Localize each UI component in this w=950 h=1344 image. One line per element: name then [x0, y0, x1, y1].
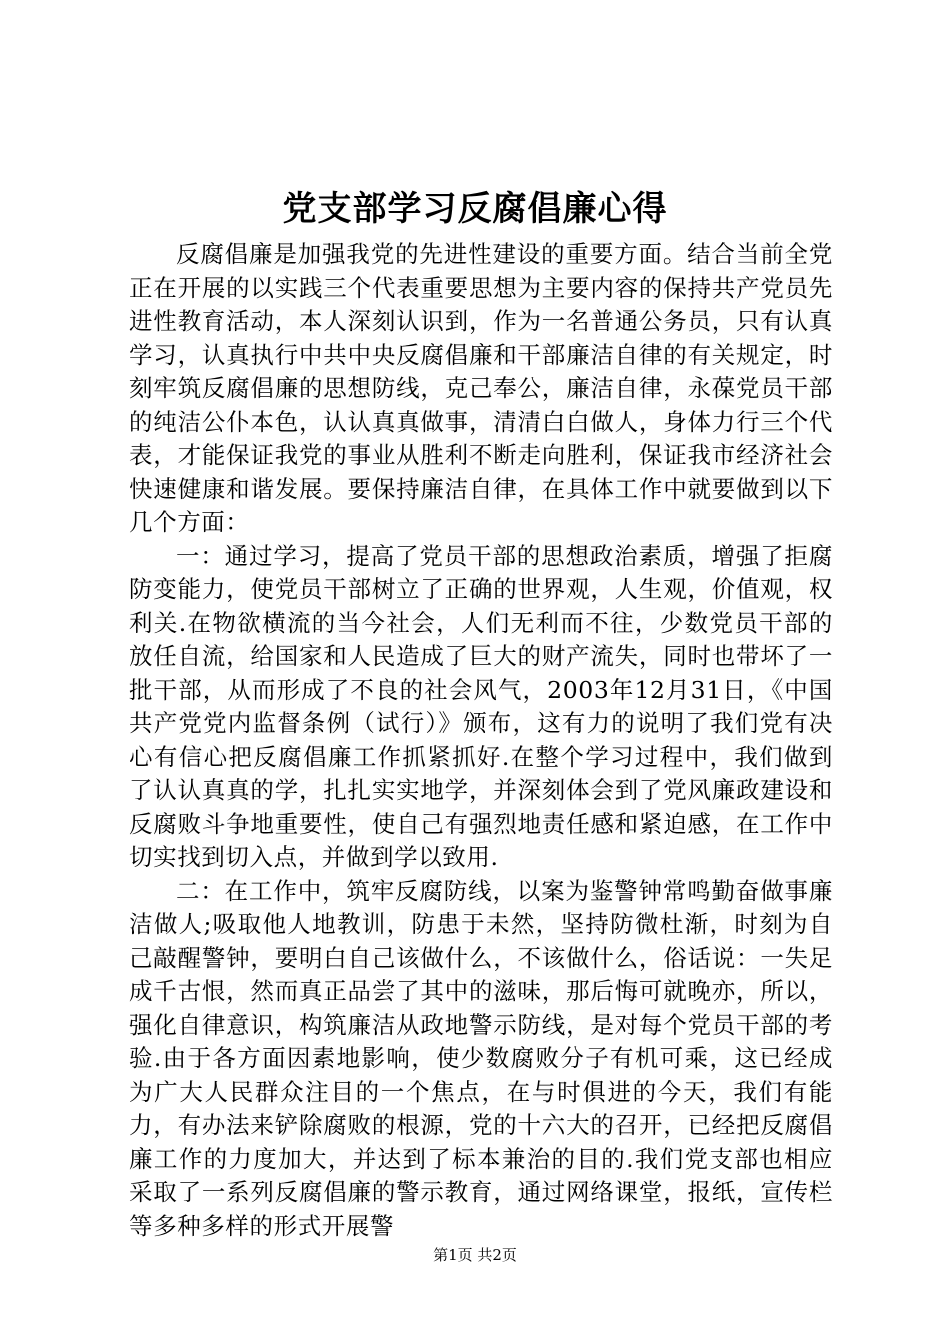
- paragraph-point-one: 一：通过学习，提高了党员干部的思想政治素质，增强了拒腐防变能力，使党员干部树立了正确的世界观，人生观，价值观，权利关.在物欲横流的当今社会，人们无利而不往，少数党员干部的放任自流，给国家和人民造成了巨大的财产流失，同时也带坏了一批干部，从而形成了不良的社会风气，2003年12月31日，《中国共产党党内监督条例（试行）》颁布，这有力的说明了我们党有决心有信心把反腐倡廉工作抓紧抓好.在整个学习过程中，我们做到了认认真真的学，扎扎实实地学，并深刻体会到了党风廉政建设和反腐败斗争地重要性，使自己有强烈地责任感和紧迫感，在工作中切实找到切入点，并做到学以致用.: [129, 541, 833, 871]
- page-footer: 第1页 共2页: [433, 1246, 517, 1264]
- document-body: [129, 238, 833, 1243]
- paragraph-intro: 反腐倡廉是加强我党的先进性建设的重要方面。结合当前全党正在开展的以实践三个代表重要思想为主要内容的保持共产党员先进性教育活动，本人深刻认识到，作为一名普通公务员，只有认真学习，认真执行中共中央反腐倡廉和干部廉洁自律的有关规定，时刻牢筑反腐倡廉的思想防线，克己奉公，廉洁自律，永葆党员干部的纯洁公仆本色，认认真真做事，清清白白做人，身体力行三个代表，才能保证我党的事业从胜利不断走向胜利，保证我市经济社会快速健康和谐发展。要保持廉洁自律，在具体工作中就要做到以下几个方面：: [129, 240, 833, 536]
- paragraph-point-two: 二：在工作中，筑牢反腐防线，以案为鉴警钟常鸣勤奋做事廉洁做人;吸取他人地教训，防患于未然，坚持防微杜渐，时刻为自己敲醒警钟，要明白自己该做什么，不该做什么，俗话说：一失足成千古恨，然而真正品尝了其中的滋味，那后悔可就晚亦，所以，强化自律意识，构筑廉洁从政地警示防线，是对每个党员干部的考验.由于各方面因素地影响，使少数腐败分子有机可乘，这已经成为广大人民群众注目的一个焦点，在与时俱进的今天，我们有能力，有办法来铲除腐败的根源，党的十六大的召开，已经把反腐倡廉工作的力度加大，并达到了标本兼治的目的.我们党支部也相应采取了一系列反腐倡廉的警示教育，通过网络课堂，报纸，宣传栏等多种多样的形式开展警: [129, 876, 833, 1240]
- document-title: 党支部学习反腐倡廉心得: [282, 189, 668, 229]
